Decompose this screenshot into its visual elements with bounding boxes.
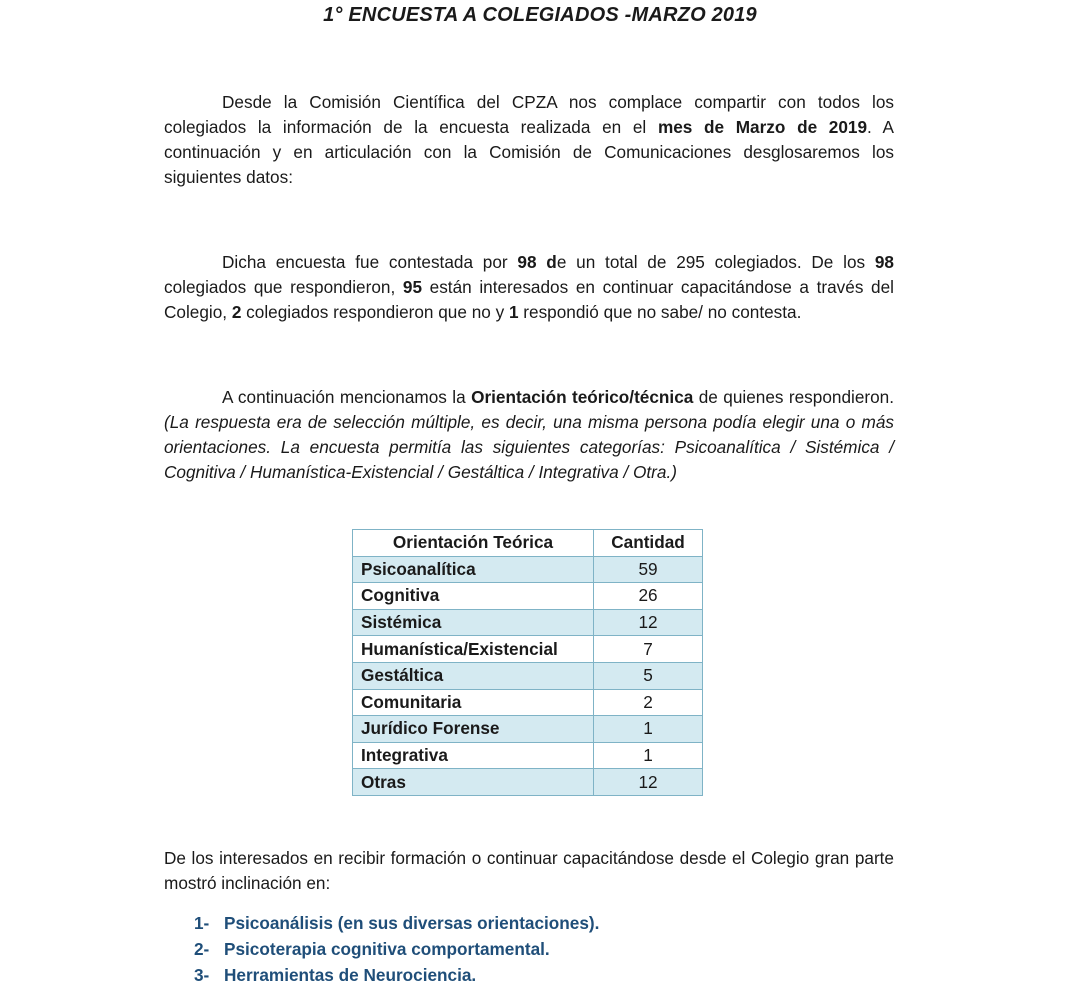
- header-orientation: Orientación Teórica: [353, 530, 594, 557]
- table-row: [353, 556, 703, 583]
- row-label: Psicoanalítica: [353, 556, 594, 583]
- row-value: 1: [594, 716, 703, 743]
- row-label: Otras: [353, 769, 594, 796]
- orientation-text-1: A continuación mencionamos la: [222, 387, 472, 407]
- table-row: [353, 662, 703, 689]
- row-value: 1: [594, 742, 703, 769]
- orientation-table: [352, 529, 703, 796]
- row-value: 59: [594, 556, 703, 583]
- table-row: [353, 716, 703, 743]
- intro-text-1: Desde la Comisión Científica del CPZA nos complace compartir con todos los colegiados la información de la encuesta realizada en el: [164, 92, 894, 137]
- survey-text-1: Dicha encuesta fue contestada por: [222, 252, 518, 272]
- row-label: Comunitaria: [353, 689, 594, 716]
- survey-bold-4: 2: [231, 302, 242, 322]
- row-label: Cognitiva: [353, 583, 594, 610]
- orientation-paragraph: [164, 385, 894, 485]
- header-quantity: Cantidad: [594, 530, 703, 557]
- table-header-row: [353, 530, 703, 557]
- table-row: [353, 609, 703, 636]
- survey-text-2: e un total de 295 colegiados. De los: [556, 252, 875, 272]
- row-value: 7: [594, 636, 703, 663]
- list-item-number: 2-: [194, 939, 210, 959]
- intro-text-2: . A continuación y en articulación con la Comisión de Comunicaciones desglosaremos los siguientes datos:: [164, 117, 894, 187]
- row-label: Sistémica: [353, 609, 594, 636]
- list-item: [194, 910, 599, 936]
- row-value: 5: [594, 662, 703, 689]
- row-value: 2: [594, 689, 703, 716]
- table-row: [353, 769, 703, 796]
- list-item-text: Psicoanálisis (en sus diversas orientaciones).: [224, 913, 600, 933]
- table-row: [353, 689, 703, 716]
- intro-paragraph: [164, 90, 894, 190]
- orientation-italic-note: (La respuesta era de selección múltiple, es decir, una misma persona podía elegir una o más orientaciones. La encuesta permitía las siguientes categorías: Psicoanalítica / Sistémica / Cognitiva / Humanística-Existencial / Gestáltica / Integrativa / Otra.): [164, 412, 894, 482]
- survey-bold-5: 1: [508, 302, 519, 322]
- survey-bold-3: 95: [402, 277, 423, 297]
- document-title: 1° ENCUESTA A COLEGIADOS -MARZO 2019: [323, 4, 757, 26]
- row-value: 26: [594, 583, 703, 610]
- survey-bold-1: 98 d: [517, 252, 557, 272]
- table-row: [353, 636, 703, 663]
- row-label: Gestáltica: [353, 662, 594, 689]
- survey-text-6: respondió que no sabe/ no contesta.: [518, 302, 802, 322]
- intro-bold-1: mes de Marzo de 2019: [657, 117, 868, 137]
- closing-paragraph: De los interesados en recibir formación o continuar capacitándose desde el Colegio gran parte mostró inclinación en:: [164, 848, 894, 893]
- survey-text-5: colegiados respondieron que no y: [241, 302, 509, 322]
- list-item-text: Psicoterapia cognitiva comportamental.: [224, 939, 550, 959]
- survey-bold-2: 98: [874, 252, 894, 272]
- list-item-number: 1-: [194, 913, 210, 933]
- row-label: Jurídico Forense: [353, 716, 594, 743]
- list-item: [194, 936, 599, 962]
- interests-list: [194, 910, 599, 988]
- survey-text-4: están interesados en continuar capacitándose a través del Colegio,: [164, 277, 894, 322]
- survey-paragraph: [164, 250, 894, 325]
- table-row: [353, 742, 703, 769]
- row-value: 12: [594, 609, 703, 636]
- table-row: [353, 583, 703, 610]
- row-value: 12: [594, 769, 703, 796]
- orientation-bold-1: Orientación teórico/técnica: [471, 387, 694, 407]
- row-label: Humanística/Existencial: [353, 636, 594, 663]
- list-item: [194, 962, 599, 988]
- survey-text-3: colegiados que respondieron,: [164, 277, 403, 297]
- list-item-text: Herramientas de Neurociencia.: [224, 965, 477, 985]
- orientation-text-2: de quienes respondieron.: [693, 387, 894, 407]
- list-item-number: 3-: [194, 965, 210, 985]
- row-label: Integrativa: [353, 742, 594, 769]
